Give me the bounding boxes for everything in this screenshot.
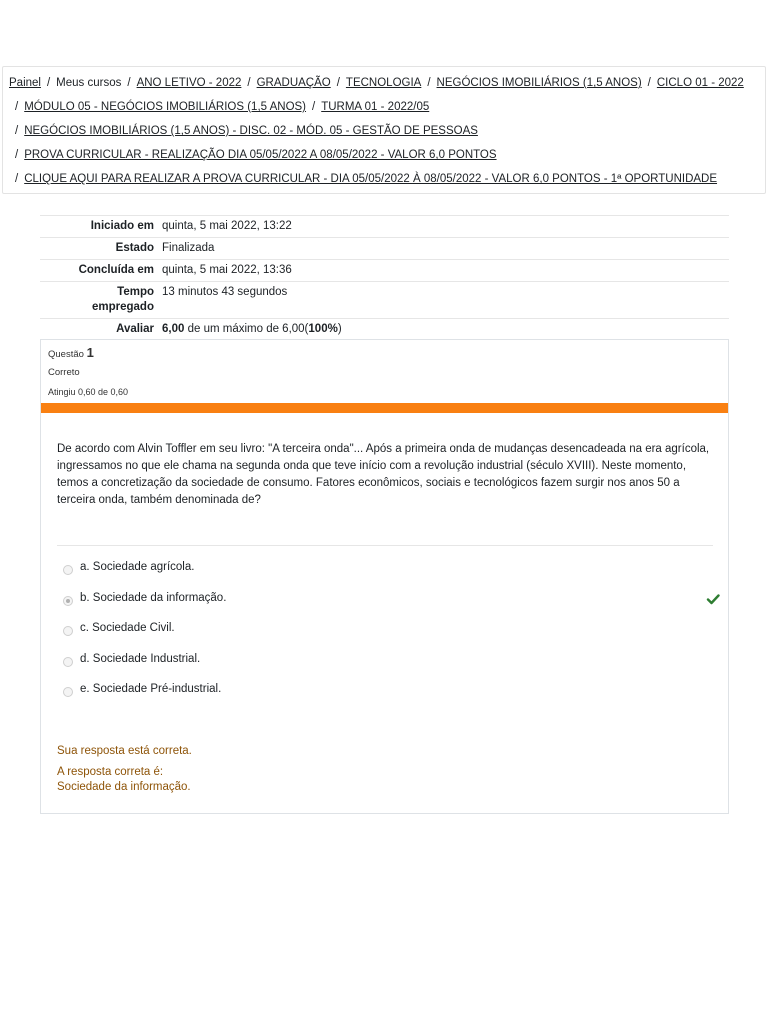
- summary-label: Concluída em: [78, 264, 154, 276]
- breadcrumb-link-ciclo[interactable]: CICLO 01 - 2022: [656, 77, 744, 89]
- question-number: [48, 345, 721, 363]
- radio-button[interactable]: [63, 626, 73, 636]
- breadcrumb-link-ano-letivo[interactable]: ANO LETIVO - 2022: [136, 77, 242, 89]
- summary-label: Avaliar: [116, 323, 154, 335]
- breadcrumb-link-disciplina[interactable]: NEGÓCIOS IMOBILIÁRIOS (1,5 ANOS) - DISC. 02 - MÓD. 05 - GESTÃO DE PESSOAS: [24, 125, 478, 137]
- breadcrumb-separator: /: [15, 125, 19, 137]
- breadcrumb-line-5: [9, 167, 717, 191]
- answer-option-c[interactable]: [63, 622, 703, 653]
- breadcrumb-separator: /: [336, 77, 340, 89]
- breadcrumb-separator: /: [647, 77, 651, 89]
- breadcrumb-separator: /: [15, 101, 19, 113]
- radio-button[interactable]: [63, 687, 73, 697]
- breadcrumb-separator: /: [15, 173, 19, 185]
- breadcrumb-separator: /: [312, 101, 316, 113]
- summary-row-completed: [40, 260, 729, 282]
- question-label: Questão: [48, 349, 84, 360]
- summary-row-started: [40, 216, 729, 238]
- answer-label: c. Sociedade Civil.: [80, 622, 175, 634]
- feedback-correct: Sua resposta está correta.: [57, 745, 192, 757]
- question-feedback: [57, 744, 192, 795]
- breadcrumb-link-graduacao[interactable]: GRADUAÇÃO: [256, 77, 331, 89]
- summary-label-part: Tempo: [117, 286, 154, 298]
- breadcrumb-separator: /: [127, 77, 131, 89]
- answer-option-e[interactable]: [63, 683, 703, 714]
- answer-label: a. Sociedade agrícola.: [80, 561, 195, 573]
- breadcrumb-separator: /: [427, 77, 431, 89]
- divider: [57, 545, 713, 546]
- radio-button[interactable]: [63, 657, 73, 667]
- breadcrumb-link-painel[interactable]: Painel: [9, 77, 41, 89]
- answer-label: b. Sociedade da informação.: [80, 591, 227, 604]
- breadcrumb-link-prova-curricular[interactable]: PROVA CURRICULAR - REALIZAÇÃO DIA 05/05/2022 A 08/05/2022 - VALOR 6,0 PONTOS: [24, 149, 497, 161]
- attempt-summary-table: [40, 215, 729, 341]
- question-state: Correto: [48, 367, 80, 378]
- question-card: [40, 339, 729, 814]
- answer-label: e. Sociedade Pré-industrial.: [80, 683, 222, 695]
- answer-options: [63, 561, 703, 714]
- summary-value: 13 minutos 43 segundos: [162, 286, 288, 298]
- grade-percent: 100%: [308, 323, 338, 335]
- right-answer: Sociedade da informação.: [57, 781, 191, 793]
- breadcrumb-link-tecnologia[interactable]: TECNOLOGIA: [345, 77, 422, 89]
- breadcrumb-line-1: [9, 71, 744, 95]
- summary-value: [154, 319, 342, 340]
- answer-option-a[interactable]: [63, 561, 703, 592]
- breadcrumb-link-turma[interactable]: TURMA 01 - 2022/05: [321, 101, 430, 113]
- breadcrumb-separator: /: [15, 149, 19, 161]
- summary-label-part: empregado: [92, 301, 154, 313]
- answer-label: d. Sociedade Industrial.: [80, 652, 201, 665]
- breadcrumb-line-3: [9, 119, 478, 143]
- breadcrumb-separator: /: [247, 77, 251, 89]
- summary-value: quinta, 5 mai 2022, 13:22: [162, 220, 292, 232]
- breadcrumb-link-negocios-imobiliarios[interactable]: NEGÓCIOS IMOBILIÁRIOS (1,5 ANOS): [436, 77, 642, 89]
- breadcrumb-line-4: [9, 143, 497, 167]
- summary-row-grade: [40, 319, 729, 341]
- grade-text-end: ): [337, 323, 342, 335]
- summary-label: Estado: [115, 242, 154, 254]
- grade-text: de um máximo de 6,00(: [184, 323, 309, 335]
- check-icon: [706, 592, 720, 606]
- summary-row-state: [40, 238, 729, 260]
- question-number-value: 1: [86, 345, 94, 360]
- answer-option-b[interactable]: [63, 592, 703, 623]
- summary-value: Finalizada: [162, 242, 215, 254]
- breadcrumb: [2, 66, 766, 194]
- right-answer-label: A resposta correta é:: [57, 766, 164, 778]
- breadcrumb-meus-cursos: Meus cursos: [56, 77, 122, 89]
- breadcrumb-link-modulo[interactable]: MÓDULO 05 - NEGÓCIOS IMOBILIÁRIOS (1,5 ANOS): [24, 101, 307, 113]
- question-grade: Atingiu 0,60 de 0,60: [48, 387, 129, 397]
- summary-row-time: [40, 282, 729, 319]
- summary-label: [40, 282, 154, 318]
- grade-score: 6,00: [162, 323, 185, 335]
- question-accent-bar: [41, 403, 728, 413]
- radio-button[interactable]: [63, 565, 73, 575]
- summary-value: quinta, 5 mai 2022, 13:36: [162, 264, 292, 276]
- radio-button-selected[interactable]: [63, 596, 73, 606]
- breadcrumb-line-2: [9, 95, 429, 119]
- breadcrumb-link-quiz[interactable]: CLIQUE AQUI PARA REALIZAR A PROVA CURRICULAR - DIA 05/05/2022 À 08/05/2022 - VALOR 6,0 PONTOS - 1ª OPORTUNIDADE: [24, 173, 718, 185]
- answer-option-d[interactable]: [63, 653, 703, 684]
- question-text: De acordo com Alvin Toffler em seu livro: "A terceira onda"... Após a primeira onda de mudanças desencadeada na era agrícola, ingressamos no que ele chama na segunda onda que teve início com a revolução industrial (século XVIII). Neste momento, temos a concretização da sociedade de consumo. Fatores econômicos, sociais e tecnológicos fazem surgir nos anos 50 a terceira onda, também denominada de?: [57, 443, 710, 506]
- question-info: [41, 340, 728, 397]
- summary-label: Iniciado em: [90, 220, 154, 232]
- breadcrumb-separator: /: [46, 77, 51, 89]
